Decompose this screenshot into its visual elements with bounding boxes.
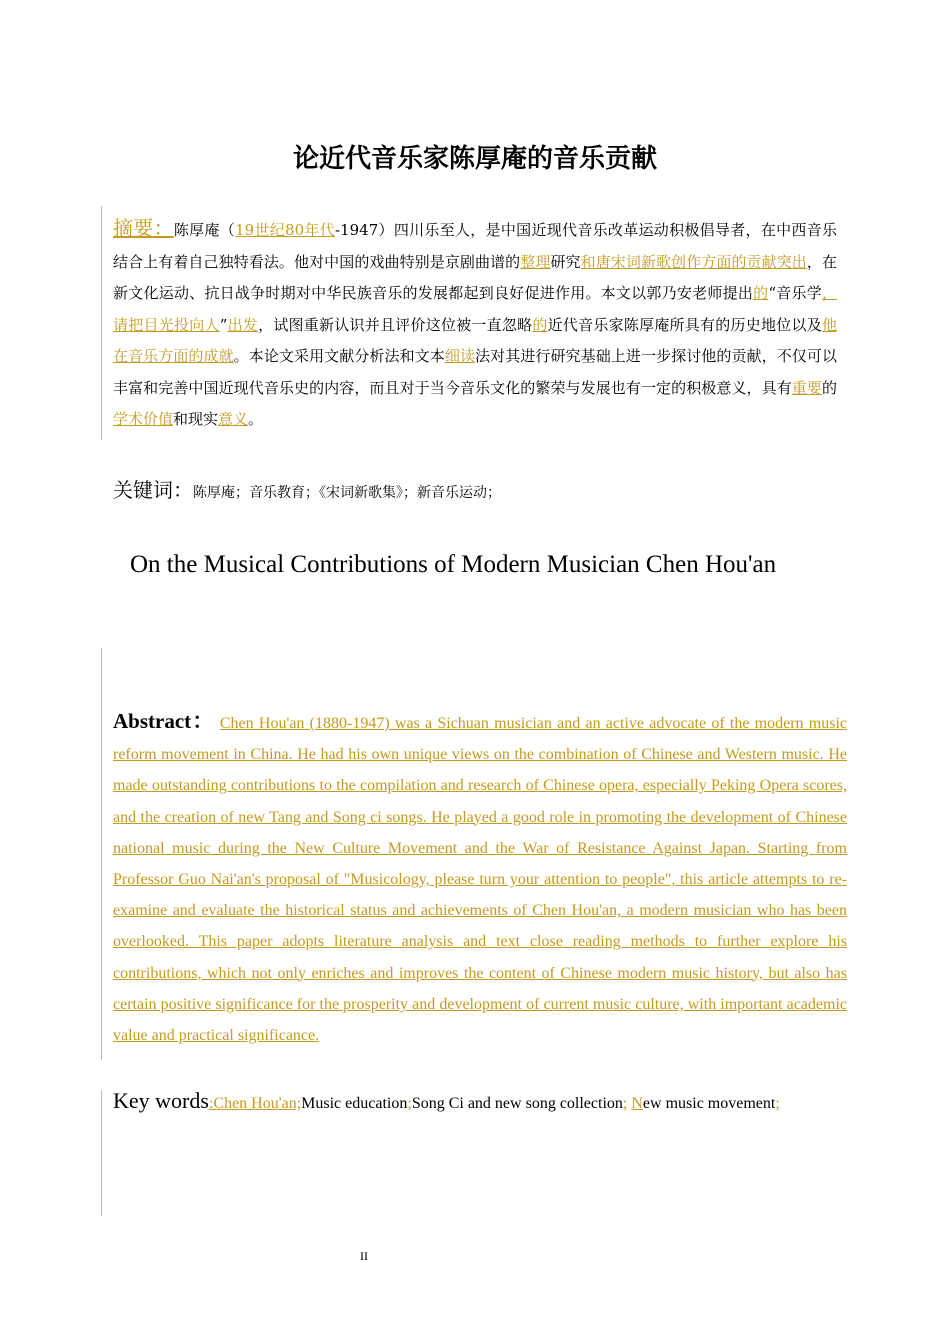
chinese-abstract-segment-revision: 学术价值 xyxy=(113,410,174,428)
page-title: 论近代音乐家陈厚庵的音乐贡献 xyxy=(292,144,657,174)
chinese-keywords-label: 关键词： xyxy=(113,478,193,502)
chinese-abstract-segment-revision: 出发 xyxy=(227,315,259,334)
page-number: II xyxy=(360,1249,368,1263)
chinese-abstract-segment-revision: 细读 xyxy=(444,347,476,365)
english-keyword-segment-revision: ; xyxy=(622,1095,628,1112)
chinese-abstract-segment-revision: 和唐宋词新歌创作方面的贡献突出 xyxy=(580,252,807,271)
chinese-abstract-segment-revision: 重要 xyxy=(791,378,822,397)
chinese-abstract-segment-revision: 19世纪80年代 xyxy=(235,221,335,239)
revision-bar-en-abstract xyxy=(101,648,102,1060)
chinese-abstract-segment-text: 。 xyxy=(248,410,264,428)
english-title: On the Musical Contributions of Modern Musician Chen Hou'an xyxy=(130,551,777,578)
english-keyword-segment-text: Song Ci and new song collection xyxy=(411,1095,623,1112)
english-keyword-segment-revision: ; xyxy=(775,1095,780,1112)
english-keyword-segment-revision: N xyxy=(631,1095,643,1112)
english-abstract xyxy=(113,706,847,1051)
chinese-abstract-segment-text: 。本论文采用文献分析法和文本 xyxy=(233,347,445,365)
chinese-abstract-segment-revision: 意义 xyxy=(218,410,249,428)
english-abstract-label: Abstract： xyxy=(113,709,215,733)
chinese-abstract-segment-revision: 的 xyxy=(753,284,769,302)
english-keyword-segment-text: Music education xyxy=(301,1095,408,1112)
english-abstract-text: Chen Hou'an (1880-1947) was a Sichuan musician and an active advocate of the modern music reform movement in China. He had his own unique views on the combination of Chinese and Western music. He made outstanding contributions to the compilation and research of Chinese opera, especially Peking Opera scores, and the creation of new Tang and Song ci songs. He played a good role in promoting the development of Chinese national music during the New Culture Movement and the War of Resistance Against Japan. Starting from Professor Guo Nai'an's proposal of "Musicology, please turn your attention to people", this article attempts to re-examine and evaluate the historical status and achievements of Chen Hou'an, a modern musician who has been overlooked. This paper adopts literature analysis and text close reading methods to further explore his contributions, which not only enriches and improves the content of Chinese modern music history, but also has certain positive significance for the prosperity and development of current music culture, with important academic value and practical significance. xyxy=(113,715,848,1045)
chinese-abstract-segment-text: 的 xyxy=(821,378,837,397)
english-keywords-list xyxy=(209,1095,780,1112)
chinese-abstract-segment-text: 陈厚庵（ xyxy=(173,221,236,239)
chinese-keywords-text: 陈厚庵；音乐教育；《宋词新歌集》；新音乐运动； xyxy=(193,485,501,501)
chinese-abstract-segment-text: -1947）四川乐至人，是中国近现代音乐改革运动积极倡导者，在中西音乐结合上有着自己独特看法。他对中国的戏曲特别是京剧曲谱的 xyxy=(113,221,837,271)
english-keyword-segment-revision: ; xyxy=(407,1095,412,1112)
chinese-abstract-segment-text: ，在新文化运动、抗日战争时期对中华民族音乐的发展都起到良好促进作用。本文以郭乃安老师提出 xyxy=(113,252,837,302)
english-keyword-segment-revision: : xyxy=(208,1095,214,1112)
chinese-abstract-segment-text: “音乐学 xyxy=(768,284,822,302)
chinese-abstract-body xyxy=(113,221,837,428)
revision-bar-zh-abstract xyxy=(101,206,102,440)
english-keyword-segment-revision: Chen Hou'an; xyxy=(213,1095,302,1112)
chinese-abstract-segment-revision: ，请把目光投向人 xyxy=(113,284,837,334)
english-keywords-label: Key words xyxy=(113,1088,209,1113)
chinese-abstract-segment-text: 和现实 xyxy=(173,410,219,428)
chinese-abstract-label: 摘要： xyxy=(113,216,174,240)
chinese-keywords xyxy=(113,474,837,503)
revision-bar-keywords xyxy=(101,1090,102,1216)
chinese-abstract-segment-text: 法对其进行研究基础上进一步探讨他的贡献，不仅可以丰富和完善中国近现代音乐史的内容，而且对于当今音乐文化的繁荣与发展也有一定的积极意义，具有 xyxy=(113,347,837,397)
chinese-abstract-segment-text: ，试图重新认识并且评价这位被一直忽略 xyxy=(258,315,533,334)
chinese-abstract xyxy=(113,213,837,436)
chinese-abstract-segment-revision: 整理 xyxy=(520,252,551,271)
english-keyword-segment-text: ew music movement xyxy=(642,1095,776,1112)
chinese-abstract-segment-text: 研究 xyxy=(550,252,581,271)
english-keywords xyxy=(113,1088,853,1114)
chinese-abstract-segment-revision: 他在音乐方面的成就 xyxy=(113,315,837,365)
chinese-abstract-segment-revision: 的 xyxy=(532,315,548,334)
chinese-abstract-segment-text: 近代音乐家陈厚庵所具有的历史地位以及 xyxy=(547,315,822,334)
chinese-abstract-segment-text: ” xyxy=(219,315,228,334)
